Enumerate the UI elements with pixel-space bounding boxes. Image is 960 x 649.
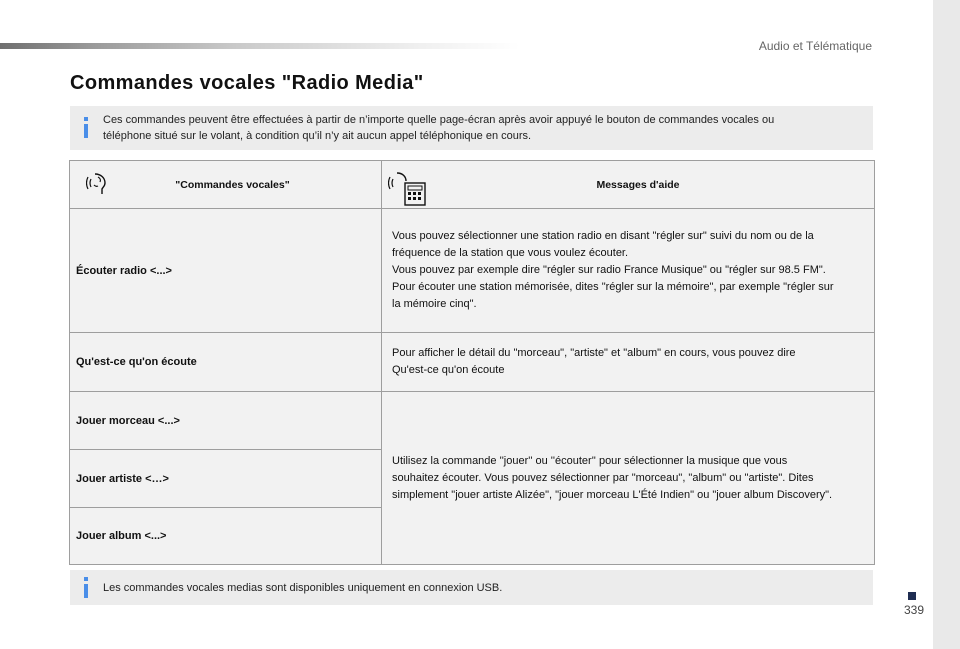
help-line: Qu'est-ce qu'on écoute xyxy=(392,364,505,376)
help-line: Vous pouvez sélectionner une station radio en disant "régler sur" suivi du nom ou de la xyxy=(392,230,814,242)
help-line: Pour afficher le détail du "morceau", "artiste" et "album" en cours, vous pouvez dire xyxy=(392,347,796,359)
page-number: 339 xyxy=(903,603,925,617)
voice-help-screen-icon xyxy=(388,171,428,210)
info-icon xyxy=(84,577,88,598)
side-margin-bar xyxy=(933,0,960,649)
help-line: Vous pouvez par exemple dire "régler sur radio France Musique" ou "régler sur 98.5 FM". xyxy=(392,264,826,276)
help-line: fréquence de la station que vous voulez écouter. xyxy=(392,247,629,259)
info-text: Les commandes vocales medias sont disponibles uniquement en connexion USB. xyxy=(103,582,503,594)
help-line: souhaitez écouter. Vous pouvez sélectionner par "morceau", "album" ou "artiste". Dites xyxy=(392,471,814,484)
command-cell: Jouer morceau <...> xyxy=(70,392,382,450)
info-box-top xyxy=(70,106,873,150)
table-row xyxy=(70,392,875,450)
help-cell xyxy=(382,333,875,392)
header-help xyxy=(382,161,875,209)
header-help-label: Messages d'aide xyxy=(596,178,680,191)
command-cell: Jouer artiste <…> xyxy=(70,450,382,508)
header-commands-label: "Commandes vocales" xyxy=(175,178,290,191)
command-cell: Qu'est-ce qu'on écoute xyxy=(70,333,382,392)
help-cell-shared xyxy=(382,392,875,565)
voice-commands-table xyxy=(69,160,875,565)
table-row xyxy=(70,209,875,333)
page-marker xyxy=(908,592,916,600)
help-line: Pour écouter une station mémorisée, dites "régler sur la mémoire", par exemple "régler sur xyxy=(392,281,834,293)
info-text-line-1: Ces commandes peuvent être effectuées à partir de n’importe quelle page-écran après avoir appuyé le bouton de commandes vocales ou xyxy=(103,114,775,126)
header-decorative-rule xyxy=(0,43,520,49)
help-line: la mémoire cinq". xyxy=(392,298,477,310)
help-line: Utilisez la commande ''jouer'' ou ''écouter'' pour sélectionner la musique que vous xyxy=(392,454,788,467)
voice-command-icon xyxy=(86,171,112,200)
header-commands xyxy=(70,161,382,209)
table-row xyxy=(70,333,875,392)
help-cell xyxy=(382,209,875,333)
info-box-bottom xyxy=(70,570,873,605)
command-cell: Écouter radio <...> xyxy=(70,209,382,333)
command-cell: Jouer album <...> xyxy=(70,508,382,565)
page-title: Commandes vocales "Radio Media" xyxy=(70,72,424,94)
info-icon xyxy=(84,117,88,138)
section-title: Audio et Télématique xyxy=(758,39,872,53)
table-header-row xyxy=(70,161,875,209)
info-text-line-2: téléphone situé sur le volant, à condition qu’il n’y ait aucun appel téléphonique en cours. xyxy=(103,130,532,142)
help-line: simplement "jouer artiste Alizée", "jouer morceau L'Été Indien" ou "jouer album Discovery". xyxy=(392,488,833,501)
